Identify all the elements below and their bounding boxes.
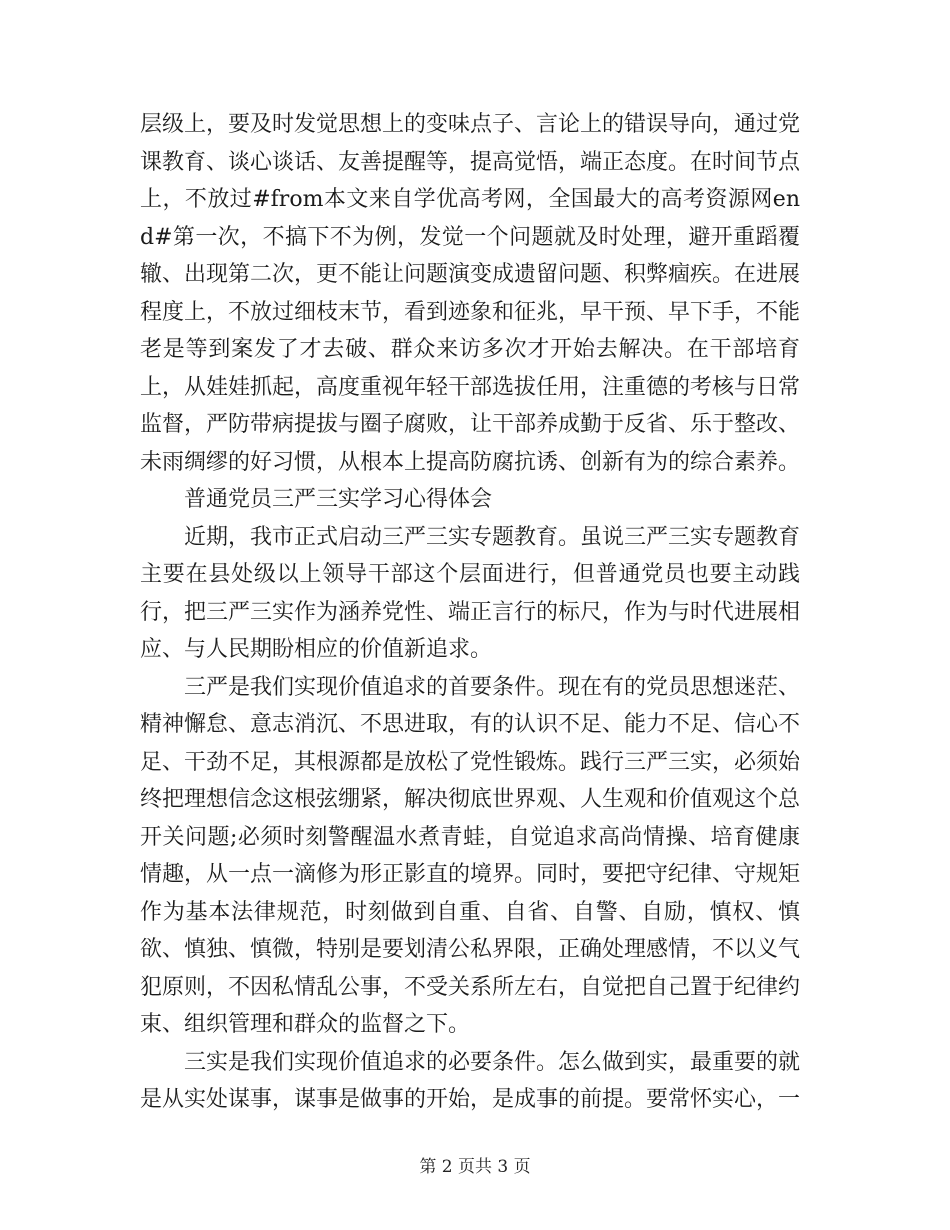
- document-body: [140, 106, 800, 1119]
- page-footer: 第 2 页共 3 页: [419, 1157, 531, 1177]
- paragraph-1: 层级上，要及时发觉思想上的变味点子、言论上的错误导向，通过党课教育、谈心谈话、友善提醒等，提高觉悟，端正态度。在时间节点上，不放过#from本文来自学优高考网，全国最大的高考资源网end#第一次，不搞下不为例，发觉一个问题就及时处理，避开重蹈覆辙、出现第二次，更不能让问题演变成遗留问题、积弊痼疾。在进展程度上，不放过细枝末节，看到迹象和征兆，早干预、早下手，不能老是等到案发了才去破、群众来访多次才开始去解决。在干部培育上，从娃娃抓起，高度重视年轻干部选拔任用，注重德的考核与日常监督，严防带病提拔与圈子腐败，让干部养成勤于反省、乐于整改、未雨绸缪的好习惯，从根本上提高防腐抗诱、创新有为的综合素养。: [140, 112, 801, 475]
- paragraph-3: 近期，我市正式启动三严三实专题教育。虽说三严三实专题教育主要在县处级以上领导干部这个层面进行，但普通党员也要主动践行，把三严三实作为涵养党性、端正言行的标尺，作为与时代进展相应、与人民期盼相应的价值新追求。: [140, 524, 801, 662]
- section-heading: 普通党员三严三实学习心得体会: [184, 487, 493, 512]
- paragraph-4: 三严是我们实现价值追求的首要条件。现在有的党员思想迷茫、精神懈怠、意志消沉、不思进取，有的认识不足、能力不足、信心不足、干劲不足，其根源都是放松了党性锻炼。践行三严三实，必须始终把理想信念这根弦绷紧，解决彻底世界观、人生观和价值观这个总开关问题;必须时刻警醒温水煮青蛙，自觉追求高尚情操、培育健康情趣，从一点一滴修为形正影直的境界。同时，要把守纪律、守规矩作为基本法律规范，时刻做到自重、自省、自警、自励，慎权、慎欲、慎独、慎微，特别是要划清公私界限，正确处理感情，不以义气犯原则，不因私情乱公事，不受关系所左右，自觉把自己置于纪律约束、组织管理和群众的监督之下。: [140, 674, 801, 1037]
- paragraph-5: 三实是我们实现价值追求的必要条件。怎么做到实，最重要的就是从实处谋事，谋事是做事的开始，是成事的前提。要常怀实心，一: [140, 1049, 801, 1112]
